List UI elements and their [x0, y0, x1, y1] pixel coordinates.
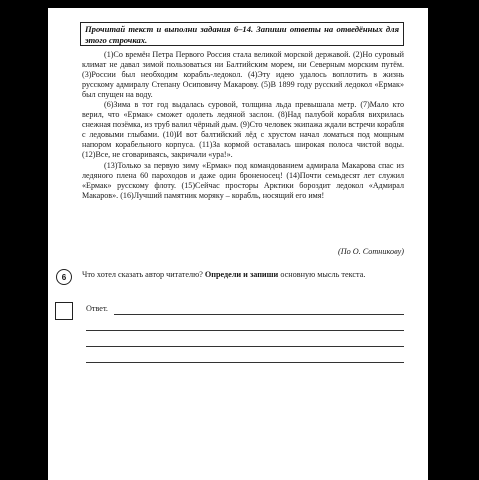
- story-paragraph-1: (1)Со времён Петра Первого Россия стала великой морской державой. (2)Но суровый климат не давал зимой пользоваться ни Балтийским морем, ни Северным морским путём. (3)России был необходим корабль-ледокол. (4)Эту идею удалось воплотить в жизнь русскому адмиралу Степану Осиповичу Макарову. (5)В 1899 году русский ледокол «Ермак» был спущен на воду.: [82, 50, 404, 100]
- story-text: [82, 50, 404, 201]
- task-question-end: основную мысль текста.: [278, 270, 366, 279]
- answer-line-4[interactable]: [86, 362, 404, 363]
- worksheet-page: [48, 8, 428, 480]
- task-question-emphasis: Определи и запиши: [204, 270, 279, 279]
- answer-checkbox[interactable]: [55, 302, 73, 320]
- answer-label: Ответ.: [86, 304, 108, 313]
- story-author: (По О. Сотникову): [338, 247, 404, 256]
- story-paragraph-2: (6)Зима в тот год выдалась суровой, толщина льда превышала метр. (7)Мало кто верил, что «Ермак» сможет одолеть ледяной заслон. (8)Над палубой корабля вихрилась снежная позёмка, из труб валил чёрный дым. (9)Сто человек экипажа ждали встречи корабля с ледовыми глыбами. (10)И вот балтийский лёд с хрустом начал ломаться под мощным напором корабельного корпуса. (11)За кормой оставалась широкая полоса чистой воды. (12)Все, не сговариваясь, закричали «ура!».: [82, 100, 404, 160]
- task-question: [82, 270, 404, 281]
- answer-line-2[interactable]: [86, 330, 404, 331]
- answer-line-3[interactable]: [86, 346, 404, 347]
- answer-line-1[interactable]: [114, 314, 404, 315]
- task-question-start: Что хотел сказать автор читателю?: [82, 270, 205, 279]
- story-paragraph-3: (13)Только за первую зиму «Ермак» под командованием адмирала Макарова спас из ледяного плена 60 пароходов и даже один броненосец! (14)Почти семьдесят лет служил «Ермак» русскому флоту. (15)Сейчас просторы Арктики бороздит ледокол «Адмирал Макаров». (16)Лучший памятник моряку – корабль, носящий его имя!: [82, 160, 404, 200]
- instruction-box: [80, 22, 404, 46]
- instruction-text: Прочитай текст и выполни задания 6–14. Запиши ответы на отведённых для этого строчках.: [85, 24, 399, 45]
- task-number-badge: 6: [56, 269, 72, 285]
